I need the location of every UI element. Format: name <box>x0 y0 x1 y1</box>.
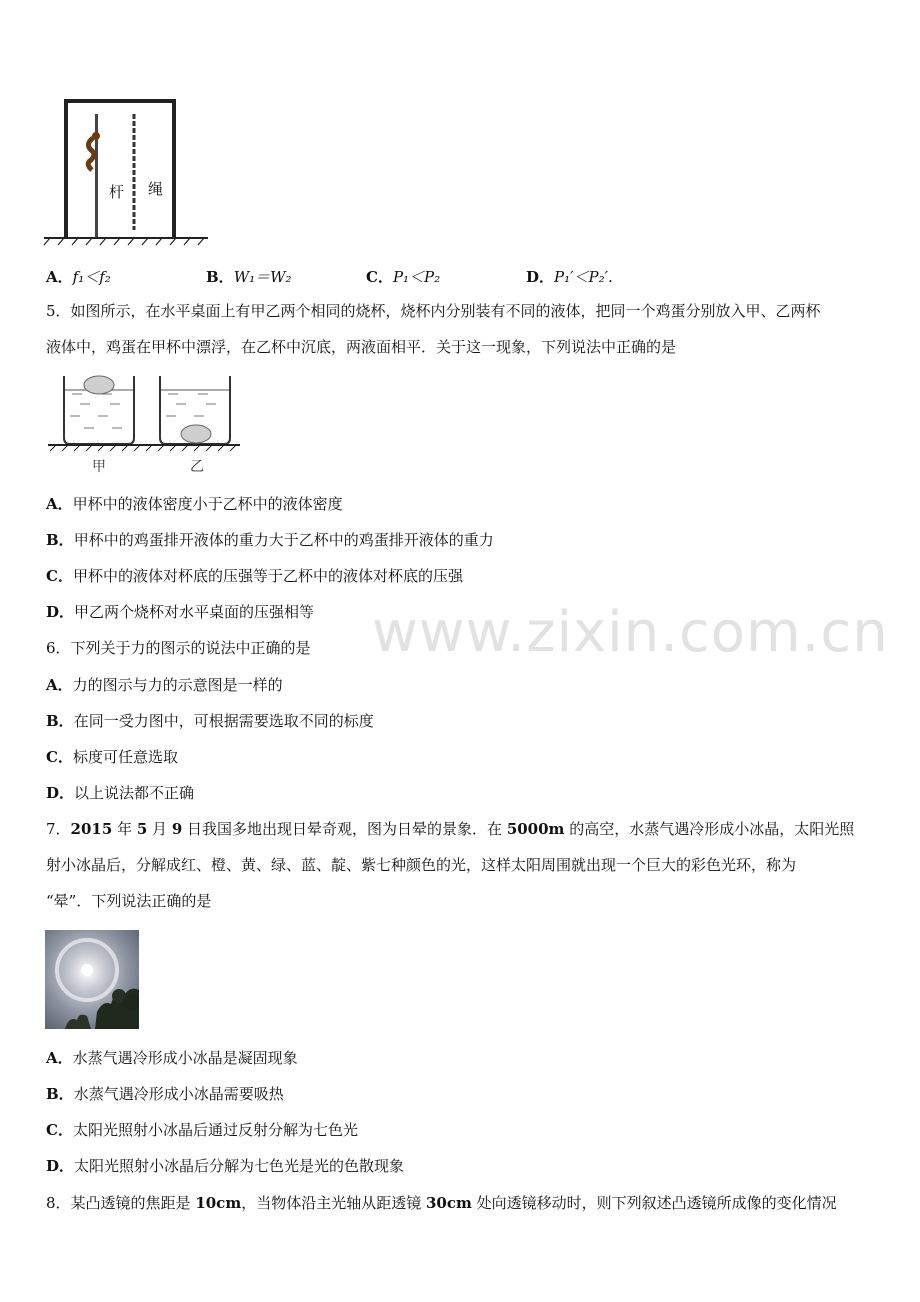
q4-option-a-label: A． <box>46 268 73 286</box>
q7-option-d: D．太阳光照射小冰晶后分解为七色光是光的色散现象 <box>46 1157 405 1175</box>
q5-option-c: C．甲杯中的液体对杯底的压强等于乙杯中的液体对杯底的压强 <box>46 567 463 585</box>
q7-option-b: B．水蒸气遇冷形成小冰晶需要吸热 <box>46 1085 284 1103</box>
halo-photo <box>45 930 139 1029</box>
pole-rope-figure <box>40 96 212 246</box>
q7-option-a: A．水蒸气遇冷形成小冰晶是凝固现象 <box>46 1049 298 1067</box>
q6-stem: 6．下列关于力的图示的说法中正确的是 <box>46 639 311 657</box>
q4-option-d-text: P₁′＜P₂′. <box>554 268 613 286</box>
q7-stem-line2: 射小冰晶后，分解成红、橙、黄、绿、蓝、靛、紫七种颜色的光，这样太阳周围就出现一个巨大的彩色光环，称为 <box>46 856 797 874</box>
beaker-a-label: 甲 <box>92 459 106 475</box>
q5-option-d: D．甲乙两个烧杯对水平桌面的压强相等 <box>46 603 315 621</box>
q5-option-b: B．甲杯中的鸡蛋排开液体的重力大于乙杯中的鸡蛋排开液体的重力 <box>46 531 494 549</box>
q4-option-b-label: B． <box>206 268 234 286</box>
q7-option-c: C．太阳光照射小冰晶后通过反射分解为七色光 <box>46 1121 358 1139</box>
q4-option-d-label: D． <box>526 268 555 286</box>
q4-option-c-label: C． <box>366 268 393 286</box>
rope-label: 绳 <box>148 180 164 198</box>
beakers-figure <box>44 372 244 452</box>
watermark: www.zixin.com.cn <box>372 600 889 665</box>
q5-stem-line2: 液体中，鸡蛋在甲杯中漂浮，在乙杯中沉底，两液面相平．关于这一现象，下列说法中正确的是 <box>46 338 677 356</box>
q4-option-b-text: W₁＝W₂ <box>233 268 292 286</box>
q5-stem-line1: 5．如图所示，在水平桌面上有甲乙两个相同的烧杯，烧杯内分别装有不同的液体，把同一个鸡蛋分别放入甲、乙两杯 <box>46 302 821 320</box>
q6-option-c: C．标度可任意选取 <box>46 748 178 766</box>
q4-option-c-text: P₁＜P₂ <box>392 268 441 286</box>
pole-label: 杆 <box>109 183 125 201</box>
q5-option-a: A．甲杯中的液体密度小于乙杯中的液体密度 <box>46 495 343 513</box>
q7-stem-line3: “晕”．下列说法正确的是 <box>46 892 212 910</box>
q4-option-a-text: f₁＜f₂ <box>72 268 111 286</box>
q6-option-b: B．在同一受力图中，可根据需要选取不同的标度 <box>46 712 374 730</box>
q7-stem-line1: 7．2015 年 5 月 9 日我国多地出现日晕奇观，图为日晕的景象．在 5000m 的高空，水蒸气遇冷形成小冰晶，太阳光照 <box>46 820 855 838</box>
q8-stem: 8．某凸透镜的焦距是 10cm，当物体沿主光轴从距透镜 30cm 处向透镜移动时，则下列叙述凸透镜所成像的变化情况 <box>46 1194 837 1212</box>
beaker-b-label: 乙 <box>190 459 204 475</box>
q6-option-a: A．力的图示与力的示意图是一样的 <box>46 676 283 694</box>
q6-option-d: D．以上说法都不正确 <box>46 784 195 802</box>
